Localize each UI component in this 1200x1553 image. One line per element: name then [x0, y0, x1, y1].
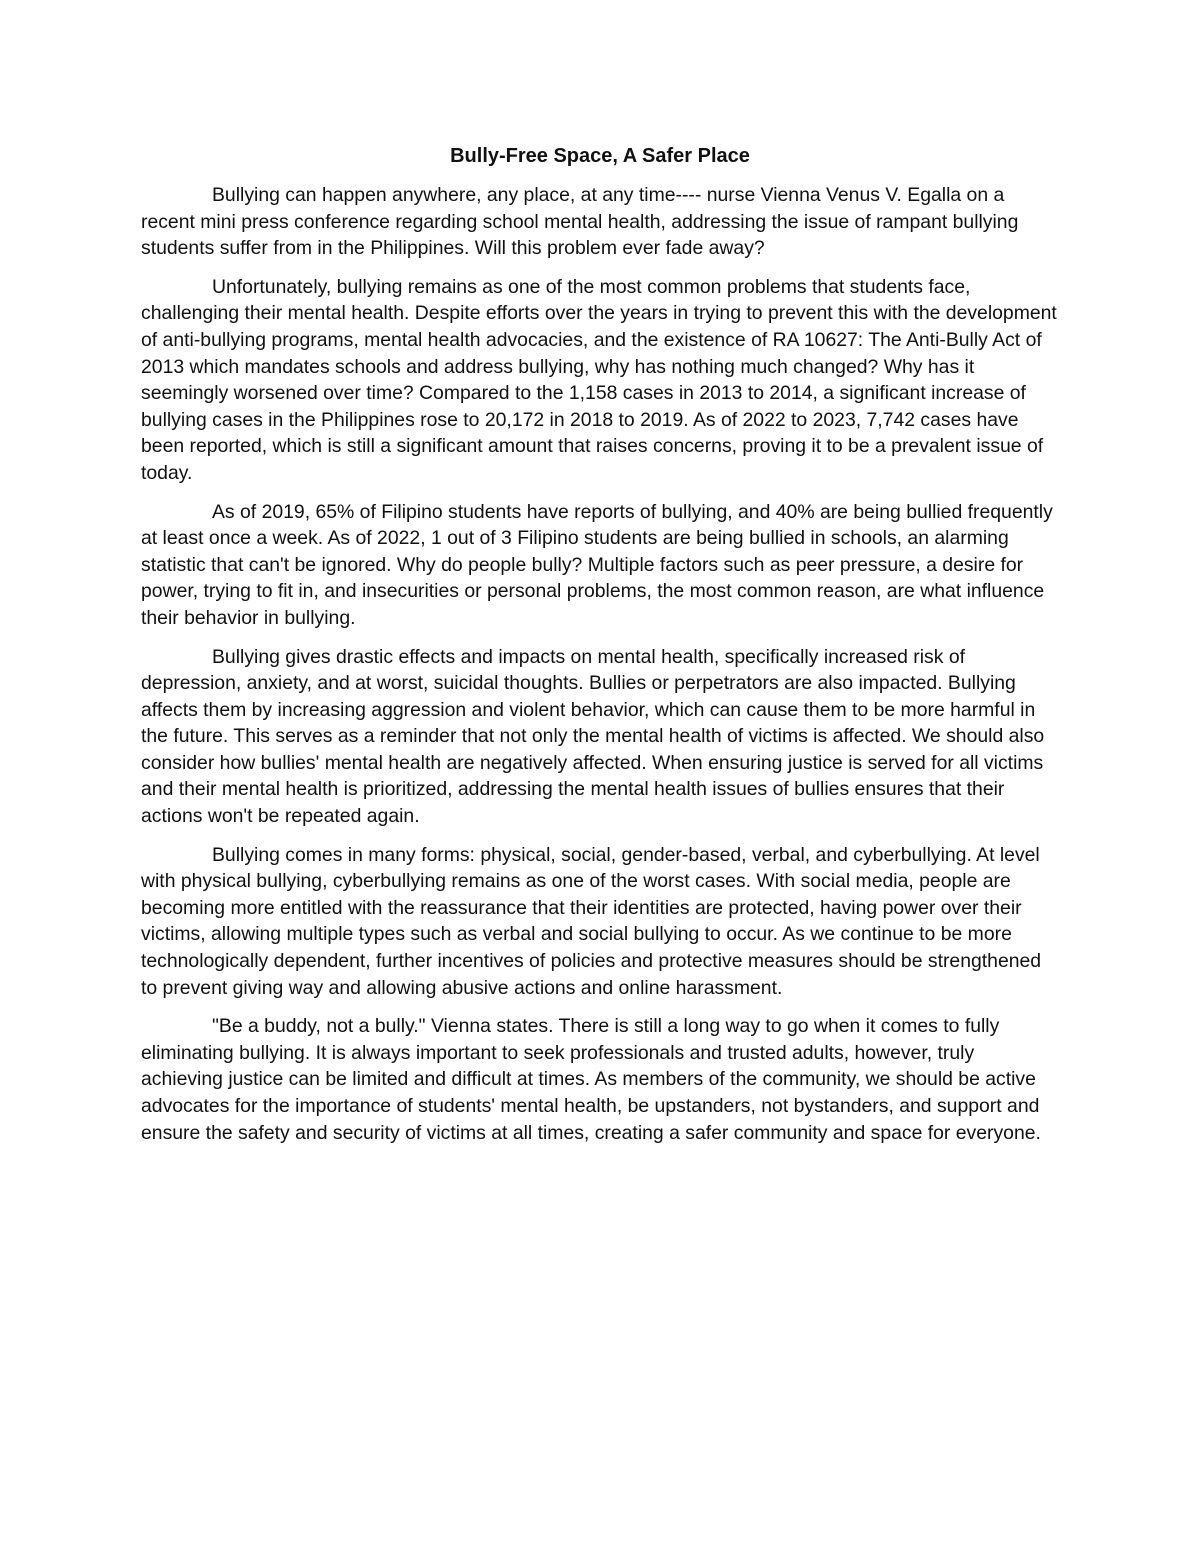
document-title: Bully-Free Space, A Safer Place — [450, 145, 750, 167]
paragraph-statistics-cases: Unfortunately, bullying remains as one of the most common problems that students face, challenging their mental health. Despite efforts over the years in trying to prevent this with the development of anti-bullying programs, mental health advocacies, and the existence of RA 10627: The Anti-Bully Act of 2013 which mandates schools and address bullying, why has nothing much changed? Why has it seemingly worsened over time? Compared to the 1,158 cases in 2013 to 2014, a significant increase of bullying cases in the Philippines rose to 20,172 in 2018 to 2019. As of 2022 to 2023, 7,742 cases have been reported, which is still a significant amount that raises concerns, proving it to be a prevalent issue of today. — [141, 275, 1057, 484]
paragraph-forms-of-bullying: Bullying comes in many forms: physical, social, gender-based, verbal, and cyberbullying. At level with physical bullying, cyberbullying remains as one of the worst cases. With social media, people are becoming more entitled with the reassurance that their identities are protected, having power over their victims, allowing multiple types such as verbal and social bullying to occur. As we continue to be more technologically dependent, further incentives of policies and protective measures should be strengthened to prevent giving way and allowing abusive actions and online harassment. — [141, 843, 1042, 999]
paragraph-conclusion: "Be a buddy, not a bully." Vienna states. There is still a long way to go when it comes to fully eliminating bullying. It is always important to seek professionals and trusted adults, however, truly achieving justice can be limited and difficult at times. As members of the community, we should be active advocates for the importance of students' mental health, be upstanders, not bystanders, and support and ensure the safety and security of victims at all times, creating a safer community and space for everyone. — [141, 1015, 1041, 1144]
paragraph-statistics-students: As of 2019, 65% of Filipino students have reports of bullying, and 40% are being bullied frequently at least once a week. As of 2022, 1 out of 3 Filipino students are being bullied in schools, an alarming statistic that can't be ignored. Why do people bully? Multiple factors such as peer pressure, a desire for power, trying to fit in, and insecurities or personal problems, the most common reason, are what influence their behavior in bullying. — [141, 500, 1053, 629]
paragraph-intro: Bullying can happen anywhere, any place, at any time---- nurse Vienna Venus V. Egalla on a recent mini press conference regarding school mental health, addressing the issue of rampant bullying students suffer from in the Philippines. Will this problem ever fade away? — [141, 184, 1019, 260]
document-page — [141, 143, 1059, 1158]
paragraph-mental-health-effects: Bullying gives drastic effects and impacts on mental health, specifically increased risk of depression, anxiety, and at worst, suicidal thoughts. Bullies or perpetrators are also impacted. Bullying affects them by increasing aggression and violent behavior, which can cause them to be more harmful in the future. This serves as a reminder that not only the mental health of victims is affected. We should also consider how bullies' mental health are negatively affected. When ensuring justice is served for all victims and their mental health is prioritized, addressing the mental health issues of bullies ensures that their actions won't be repeated again. — [141, 645, 1045, 828]
